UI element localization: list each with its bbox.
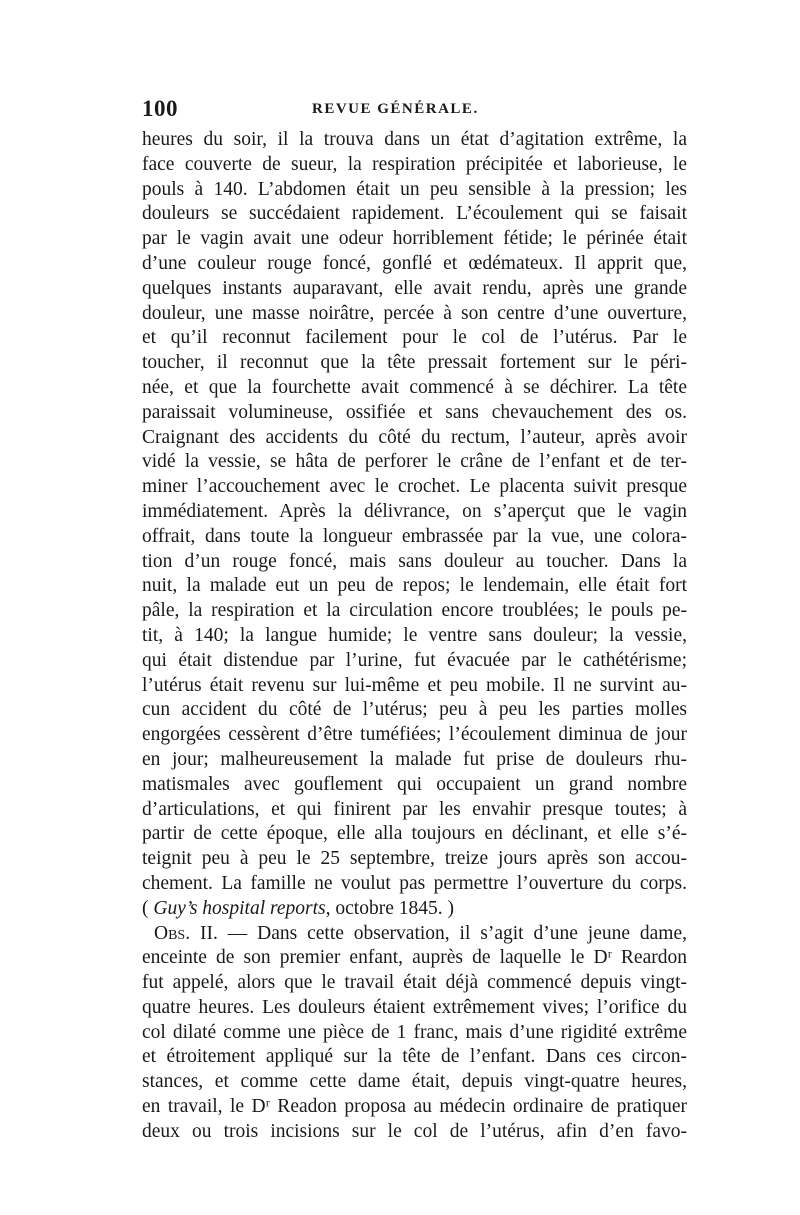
citation-open: ( [142,897,154,919]
observation-first-line: — Dans cette observation, il s’agit d’une jeune dame, [217,922,687,944]
text-line: face couverte de sueur, la respiration précipitée et laborieuse, le [142,153,687,175]
text-line: quelques instants auparavant, elle avait rendu, après une grande [142,277,687,299]
text-line: engorgées cessèrent d’être tuméfiées; l’écoulement diminua de jour [142,724,687,746]
text-line: fut appelé, alors que le travail était déjà commencé depuis vingt- [142,972,687,994]
citation-line [142,897,687,922]
text-line: enceinte de son premier enfant, auprès de laquelle le Dʳ Reardon [142,947,687,969]
page-header [142,96,687,124]
text-line: tit, à 140; la langue humide; le ventre sans douleur; la vessie, [142,624,687,646]
citation-date: , octobre 1845. ) [325,897,454,919]
text-line: toucher, il reconnut que la tête pressait fortement sur le péri- [142,352,687,374]
text-line: née, et que la fourchette avait commencé à se déchirer. La tête [142,376,687,398]
text-line: en jour; malheureusement la malade fut prise de douleurs rhu- [142,748,687,770]
text-line: offrait, dans toute la longueur embrassée par la vue, une colora- [142,525,687,547]
text-line: nuit, la malade eut un peu de repos; le lendemain, elle était fort [142,575,687,597]
text-line: heures du soir, il la trouva dans un état d’agitation extrême, la [142,129,687,150]
text-line: teignit peu à peu le 25 septembre, treize jours après son accou- [142,848,687,870]
text-line: d’articulations, et qui finirent par les envahir presque toutes; à [142,798,687,820]
text-line: deux ou trois incisions sur le col de l’utérus, afin d’en favo- [142,1120,687,1142]
text-line: miner l’accouchement avec le crochet. Le placenta suivit presque [142,476,687,498]
text-line: immédiatement. Après la délivrance, on s’aperçut que le vagin [142,500,687,522]
text-line: col dilaté comme une pièce de 1 franc, mais d’une rigidité extrême [142,1021,687,1043]
text-line: pouls à 140. L’abdomen était un peu sensible à la pression; les [142,178,687,200]
body-text [142,128,687,1145]
text-line: douleur, une masse noirâtre, percée à son centre d’une ouverture, [142,302,687,324]
page-number: 100 [142,96,178,121]
citation-source: Guy’s hospital reports [153,897,326,919]
text-line: Craignant des accidents du côté du rectum, l’auteur, après avoir [142,426,687,448]
text-line: matismales avec gouflement qui occupaient un grand nombre [142,773,687,795]
text-line: qui était distendue par l’urine, fut évacuée par le cathétérisme; [142,649,687,671]
text-line: quatre heures. Les douleurs étaient extrêmement vives; l’orifice du [142,996,687,1018]
text-line: pâle, la respiration et la circulation encore troublées; le pouls pe- [142,600,687,622]
text-line: et qu’il reconnut facilement pour le col de l’utérus. Par le [142,327,687,349]
text-line: vidé la vessie, se hâta de perforer le crâne de l’enfant et de ter- [142,451,687,473]
running-head: REVUE GÉNÉRALE. [312,101,479,117]
observation-number: II. [190,922,218,944]
text-line: partir de cette époque, elle alla toujours en déclinant, et elle s’é- [142,823,687,845]
observation-label: Obs. [154,922,191,944]
text-line: chement. La famille ne voulut pas permettre l’ouverture du corps. [142,872,687,894]
text-line: par le vagin avait une odeur horriblement fétide; le périnée était [142,228,687,250]
text-line: et étroitement appliqué sur la tête de l’enfant. Dans ces circon- [142,1046,687,1068]
text-line: tion d’un rouge foncé, mais sans douleur au toucher. Dans la [142,550,687,572]
observation-heading-line [142,922,687,947]
text-line: douleurs se succédaient rapidement. L’écoulement qui se faisait [142,203,687,225]
text-line: l’utérus était revenu sur lui-même et peu mobile. Il ne survint au- [142,674,687,696]
text-line: en travail, le Dʳ Readon proposa au médecin ordinaire de pratiquer [142,1096,687,1118]
text-line: cun accident du côté de l’utérus; peu à peu les parties molles [142,699,687,721]
text-line: stances, et comme cette dame était, depuis vingt-quatre heures, [142,1071,687,1093]
text-line: paraissait volumineuse, ossifiée et sans chevauchement des os. [142,401,687,423]
text-line: d’une couleur rouge foncé, gonflé et œdémateux. Il apprit que, [142,252,687,274]
